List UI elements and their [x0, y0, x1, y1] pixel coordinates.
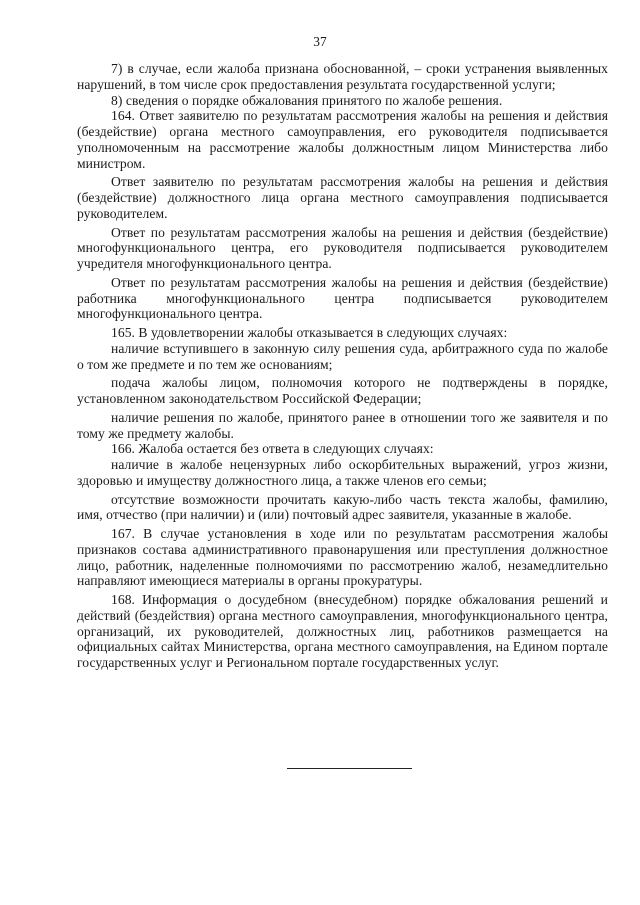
paragraph-168: 168. Информация о досудебном (внесудебном) порядке обжалования решений и действий (бездействия) органа местного самоуправления, многофункционального центра, организаций, их руководителей, должностных лиц, работников размещается на официальных сайтах Министерства, органа местного самоуправления, на Едином портале государственных услуг и Региональном портале государственных услуг.: [77, 592, 608, 670]
paragraph-item-7: 7) в случае, если жалоба признана обоснованной, – сроки устранения выявленных нарушений, в том числе срок предоставления результата государственной услуги;: [77, 61, 608, 92]
paragraph-165-prior-decision: наличие решения по жалобе, принятого ранее в отношении того же заявителя и по тому же предмету жалобы.: [77, 409, 608, 441]
paragraph-item-8: 8) сведения о порядке обжалования принятого по жалобе решения.: [111, 92, 503, 108]
document-body: [77, 61, 608, 671]
paragraph-165-court: наличие вступившего в законную силу решения суда, арбитражного суда по жалобе о том же предмете и по тем же основаниям;: [77, 340, 608, 372]
paragraph-164-mfc-employee: Ответ по результатам рассмотрения жалобы на решения и действия (бездействие) работника многофункционального центра подписывается руководителем многофункционального центра.: [77, 274, 608, 322]
paragraph-166-unreadable: отсутствие возможности прочитать какую-либо часть текста жалобы, фамилию, имя, отчество (при наличии) и (или) почтовый адрес заявителя, указанные в жалобе.: [77, 491, 608, 523]
paragraph-165: 165. В удовлетворении жалобы отказывается в следующих случаях:: [111, 325, 508, 340]
paragraph-166-offensive: наличие в жалобе нецензурных либо оскорбительных выражений, угроз жизни, здоровью и имуществу должностного лица, а также членов его семьи;: [77, 457, 608, 488]
page-number: 37: [313, 34, 327, 49]
paragraph-164-mfc: Ответ по результатам рассмотрения жалобы на решения и действия (бездействие) многофункционального центра, его руководителя подписывается руководителем учредителя многофункционального центра.: [77, 224, 608, 271]
paragraph-165-authority: подача жалобы лицом, полномочия которого не подтверждены в порядке, установленном законодательством Российской Федерации;: [77, 375, 608, 406]
closing-divider: [287, 768, 412, 769]
paragraph-164: 164. Ответ заявителю по результатам рассмотрения жалобы на решения и действия (бездействие) органа местного самоуправления, его руководителя подписывается уполномоченным на рассмотрение жалобы должностным лицом Министерства либо министром.: [77, 108, 608, 171]
paragraph-167: 167. В случае установления в ходе или по результатам рассмотрения жалобы признаков состава административного правонарушения или преступления должностное лицо, работник, наделенные полномочиями по рассмотрению жалоб, незамедлительно направляют имеющиеся материалы в органы прокуратуры.: [77, 526, 608, 589]
paragraph-166: 166. Жалоба остается без ответа в следующих случаях:: [111, 441, 434, 457]
paragraph-164-official: Ответ заявителю по результатам рассмотрения жалобы на решения и действия (бездействие) должностного лица органа местного самоуправления подписывается руководителем.: [77, 174, 608, 221]
